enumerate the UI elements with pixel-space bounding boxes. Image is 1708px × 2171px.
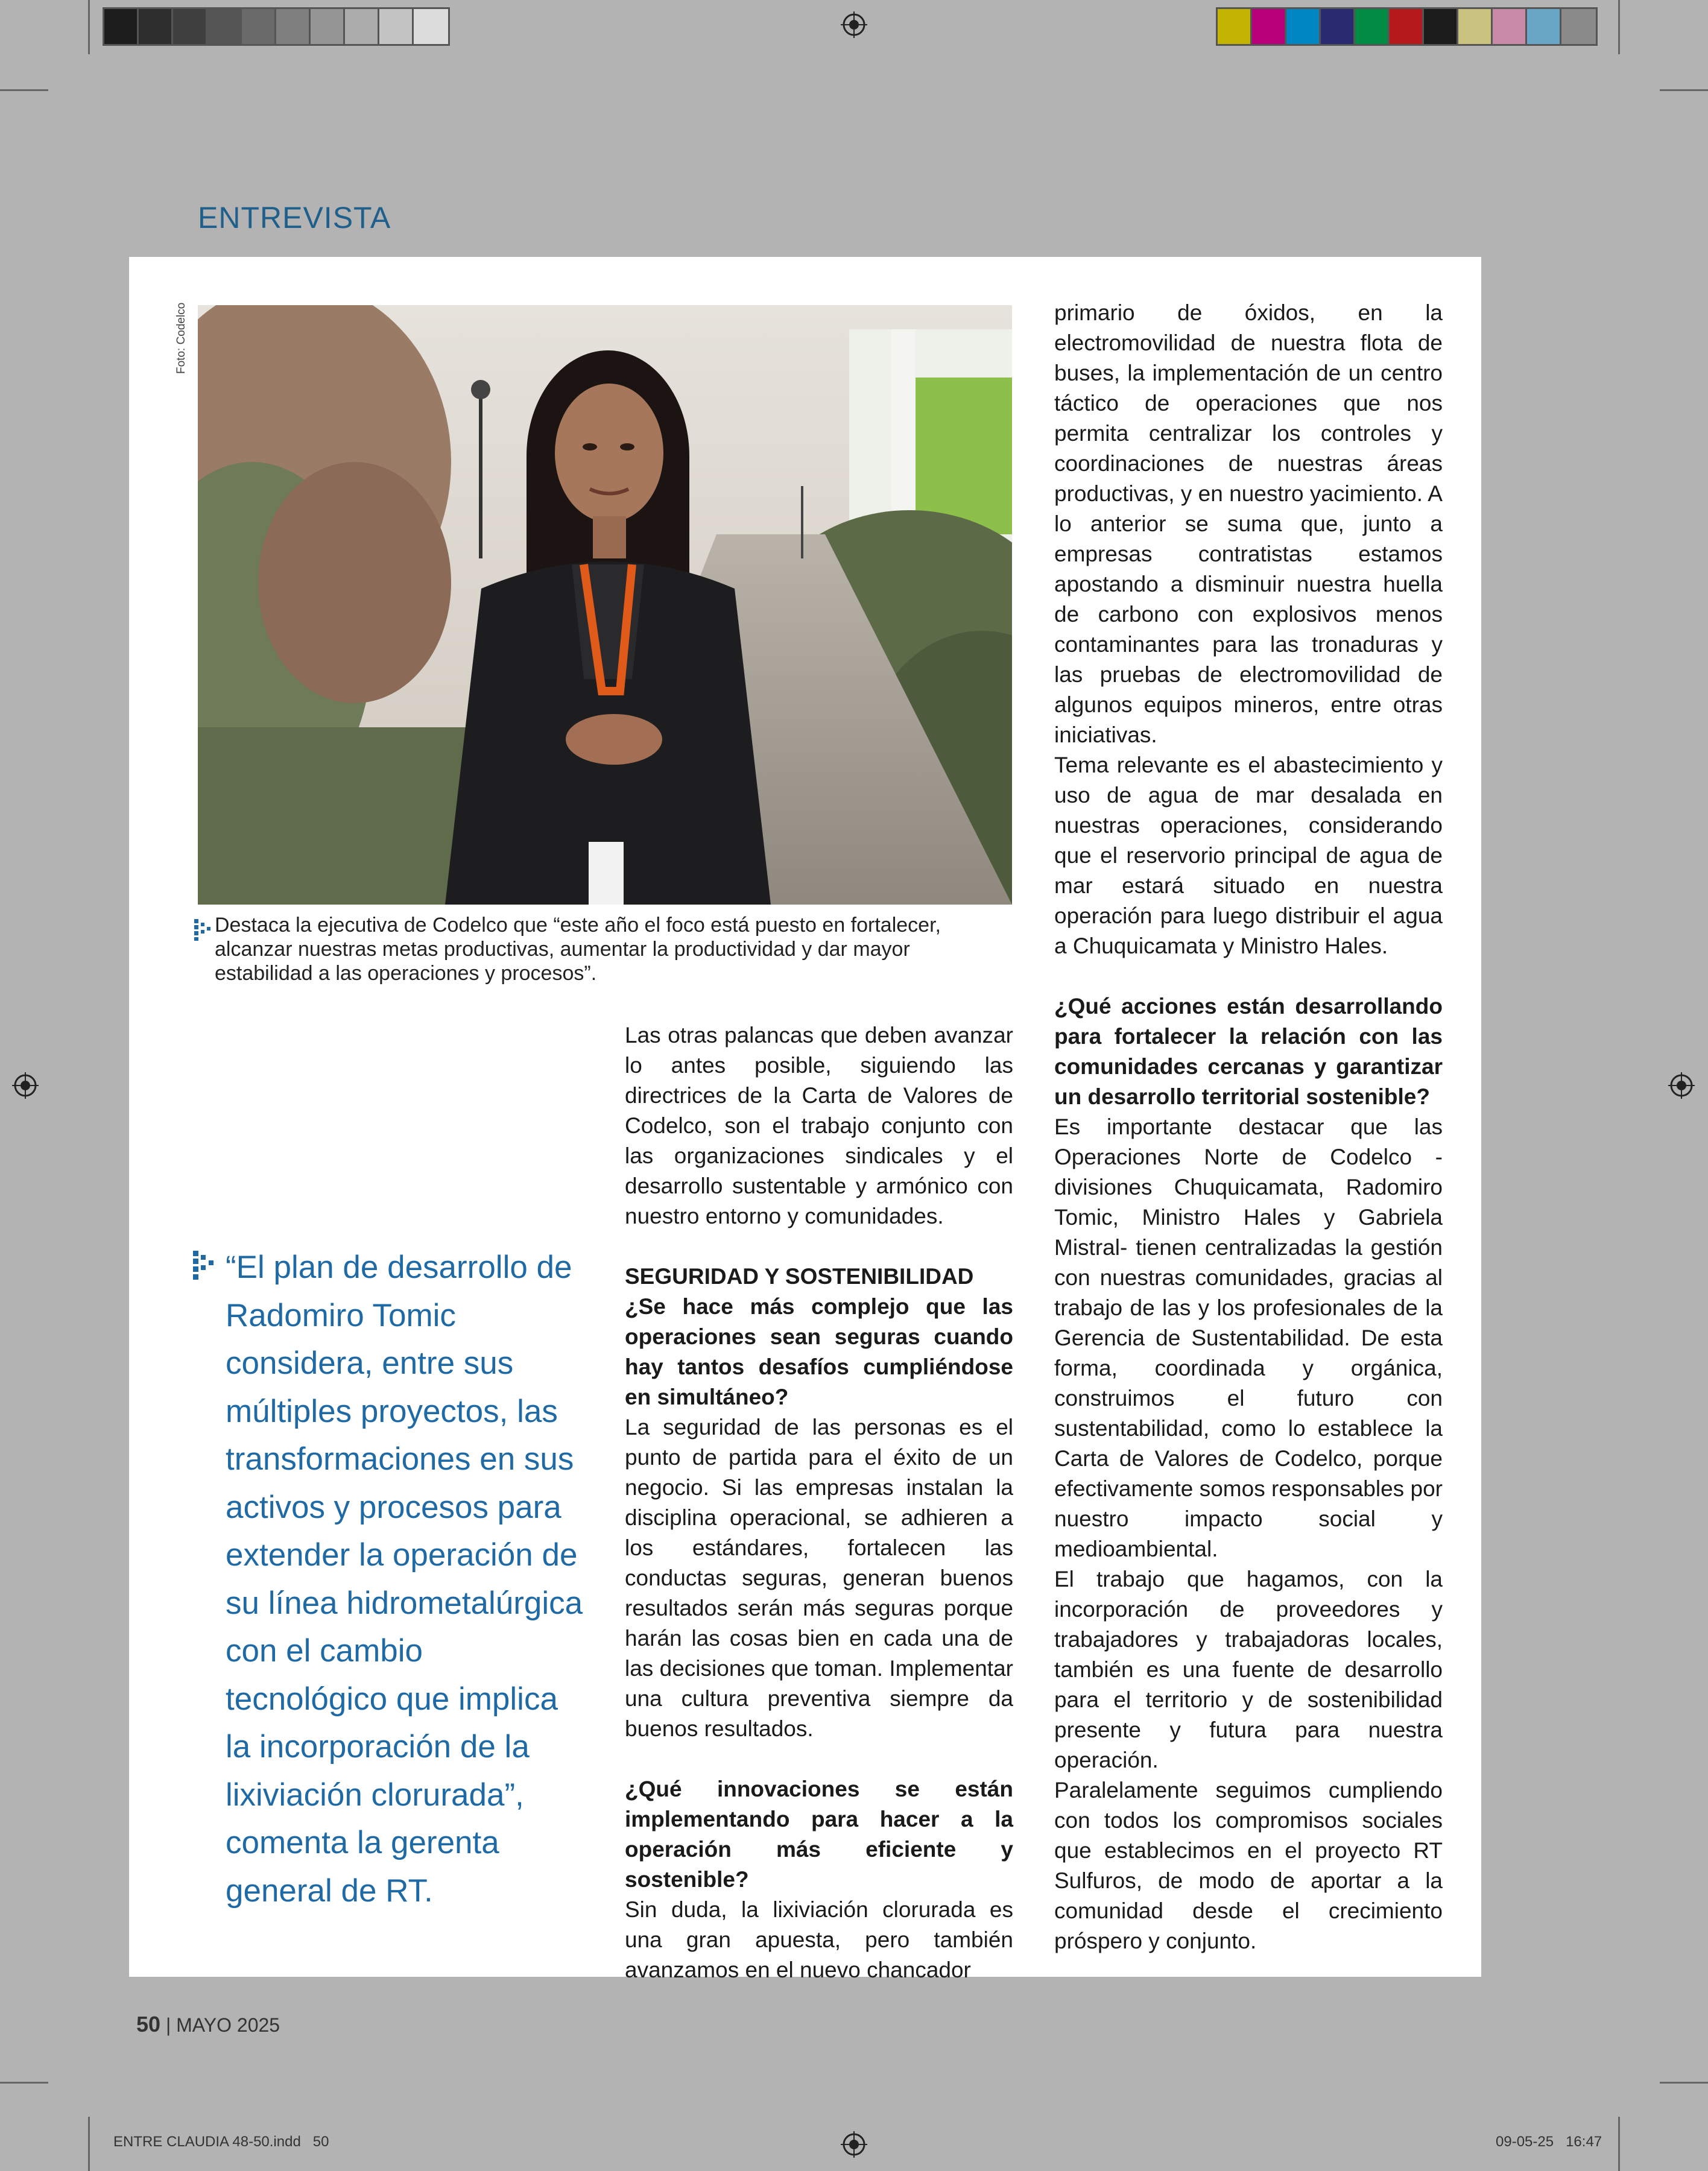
registration-mark-left bbox=[12, 1072, 39, 1099]
color-swatch bbox=[1424, 9, 1458, 44]
page-number: 50 bbox=[136, 2012, 161, 2037]
paragraph: Es importante destacar que las Operaciones Norte de Codelco -divisiones Chuquicamata, Radomiro Tomic, Ministro Hales y Gabriela Mistral- tienen centralizadas la gestión con nuestras comunidades, gracias al trabajo de las y los profesionales de la Gerencia de Sustentabilidad. De esta forma, coordinada y orgánica, construimos el futuro con sustentabilidad, como lo establece la Carta de Valores de Codelco, porque efectivamente somos responsables por nuestro impacto social y medioambiental. bbox=[1054, 1114, 1443, 1561]
gray-swatch bbox=[242, 9, 276, 44]
interview-question: ¿Qué innovaciones se están implementando para hacer a la operación más eficiente y sostenible? bbox=[625, 1777, 1013, 1892]
gray-swatch bbox=[139, 9, 173, 44]
article-column-middle bbox=[625, 1020, 1013, 1985]
slug-date: 09-05-25 16:47 bbox=[1496, 2134, 1602, 2150]
photo-credit: Foto: Codelco bbox=[175, 302, 188, 374]
registration-mark-right bbox=[1668, 1072, 1695, 1099]
gray-swatch bbox=[104, 9, 139, 44]
color-swatch bbox=[1355, 9, 1390, 44]
gray-swatch bbox=[379, 9, 414, 44]
color-swatch bbox=[1527, 9, 1561, 44]
color-swatch bbox=[1252, 9, 1286, 44]
crop-mark-bottom-right-v bbox=[1618, 2117, 1620, 2171]
section-title: ENTREVISTA bbox=[198, 201, 391, 235]
quote-bullet-icon bbox=[193, 1251, 216, 1280]
paragraph: Las otras palancas que deben avanzar lo antes posible, siguiendo las directrices de la Carta de Valores de Codelco, son el trabajo conjunto con las organizaciones sindicales y el desarrollo sustentable y armónico con nuestro entorno y comunidades. bbox=[625, 1023, 1013, 1228]
crop-mark-top-left-v bbox=[88, 0, 90, 54]
gray-swatch bbox=[276, 9, 311, 44]
folio-separator: | bbox=[165, 2014, 171, 2036]
gray-swatch bbox=[414, 9, 448, 44]
crop-mark-top-left-h bbox=[0, 89, 48, 91]
caption-bullet-icon bbox=[194, 919, 214, 941]
interview-photo bbox=[198, 305, 1012, 905]
color-swatch bbox=[1458, 9, 1493, 44]
interview-question: ¿Qué acciones están desarrollando para fortalecer la relación con las comunidades cercanas y garantizar un desarrollo territorial sostenible? bbox=[1054, 994, 1443, 1109]
process-color-bar bbox=[1216, 7, 1598, 46]
color-swatch bbox=[1561, 9, 1596, 44]
gray-swatch bbox=[207, 9, 242, 44]
slug-filename: ENTRE CLAUDIA 48-50.indd 50 bbox=[113, 2134, 329, 2150]
section-heading: SEGURIDAD Y SOSTENIBILIDAD bbox=[625, 1264, 974, 1289]
crop-mark-bottom-right-h bbox=[1660, 2082, 1708, 2084]
grayscale-color-bar bbox=[103, 7, 450, 46]
color-swatch bbox=[1218, 9, 1252, 44]
color-swatch bbox=[1286, 9, 1321, 44]
registration-mark-top bbox=[841, 11, 867, 38]
paragraph: Paralelamente seguimos cumpliendo con todos los compromisos sociales que establecimos en el proyecto RT Sulfuros, de modo de aportar a la comunidad desde el crecimiento próspero y conjunto. bbox=[1054, 1778, 1443, 1953]
color-swatch bbox=[1493, 9, 1527, 44]
article-column-right bbox=[1054, 298, 1443, 1956]
crop-mark-bottom-left-h bbox=[0, 2082, 48, 2084]
interview-question: ¿Se hace más complejo que las operaciones sean seguras cuando hay tantos desafíos cumpliéndose en simultáneo? bbox=[625, 1294, 1013, 1409]
gray-swatch bbox=[173, 9, 207, 44]
crop-mark-top-right-h bbox=[1660, 89, 1708, 91]
paragraph: Tema relevante es el abastecimiento y uso de agua de mar desalada en nuestras operaciones, considerando que el reservorio principal de agua de mar estará situado en nuestra operación para luego distribuir el agua a Chuquicamata y Ministro Hales. bbox=[1054, 753, 1443, 958]
photo-caption: Destaca la ejecutiva de Codelco que “este año el foco está puesto en fortalecer, alcanzar nuestras metas productivas, aumentar la productividad y dar mayor estabilidad a las operaciones y procesos”. bbox=[215, 914, 941, 985]
paragraph: Sin duda, la lixiviación clorurada es una gran apuesta, pero también avanzamos en el nuevo chancador bbox=[625, 1897, 1013, 1982]
paragraph: primario de óxidos, en la electromovilidad de nuestra flota de buses, la implementación de un centro táctico de operaciones que nos permita centralizar los controles y coordinaciones de nuestras áreas productivas, y en nuestro yacimiento. A lo anterior se suma que, junto a empresas contratistas estamos apostando a disminuir nuestra huella de carbono con explosivos menos contaminantes para las tronaduras y las pruebas de electromovilidad de algunos equipos mineros, entre otras iniciativas. bbox=[1054, 300, 1443, 747]
paragraph: El trabajo que hagamos, con la incorporación de proveedores y trabajadores y trabajadoras locales, también es una fuente de desarrollo para el territorio y de sostenibilidad presente y futura para nuestra operación. bbox=[1054, 1567, 1443, 1772]
pull-quote: “El plan de desarrollo de Radomiro Tomic considera, entre sus múltiples proyectos, las transformaciones en sus activos y procesos para extender la operación de su línea hidrometalúrgica con el cambio tecnológico que implica la incorporación de la lixiviación clorurada”, comenta la gerenta general de RT. bbox=[226, 1250, 583, 1909]
paragraph: La seguridad de las personas es el punto de partida para el éxito de un negocio. Si las empresas instalan la disciplina operacional, se adhieren a los estándares, fortalecen las conductas seguras, generan buenos resultados serán más seguras porque harán las cosas bien en cada una de las decisiones que toman. Implementar una cultura preventiva siempre da buenos resultados. bbox=[625, 1415, 1013, 1741]
issue-date: MAYO 2025 bbox=[176, 2014, 280, 2036]
crop-mark-bottom-left-v bbox=[88, 2117, 90, 2171]
color-swatch bbox=[1321, 9, 1355, 44]
color-swatch bbox=[1390, 9, 1424, 44]
gray-swatch bbox=[311, 9, 345, 44]
page-folio bbox=[136, 2012, 280, 2037]
crop-mark-top-right-v bbox=[1618, 0, 1620, 54]
registration-mark-bottom bbox=[841, 2131, 867, 2158]
gray-swatch bbox=[345, 9, 379, 44]
